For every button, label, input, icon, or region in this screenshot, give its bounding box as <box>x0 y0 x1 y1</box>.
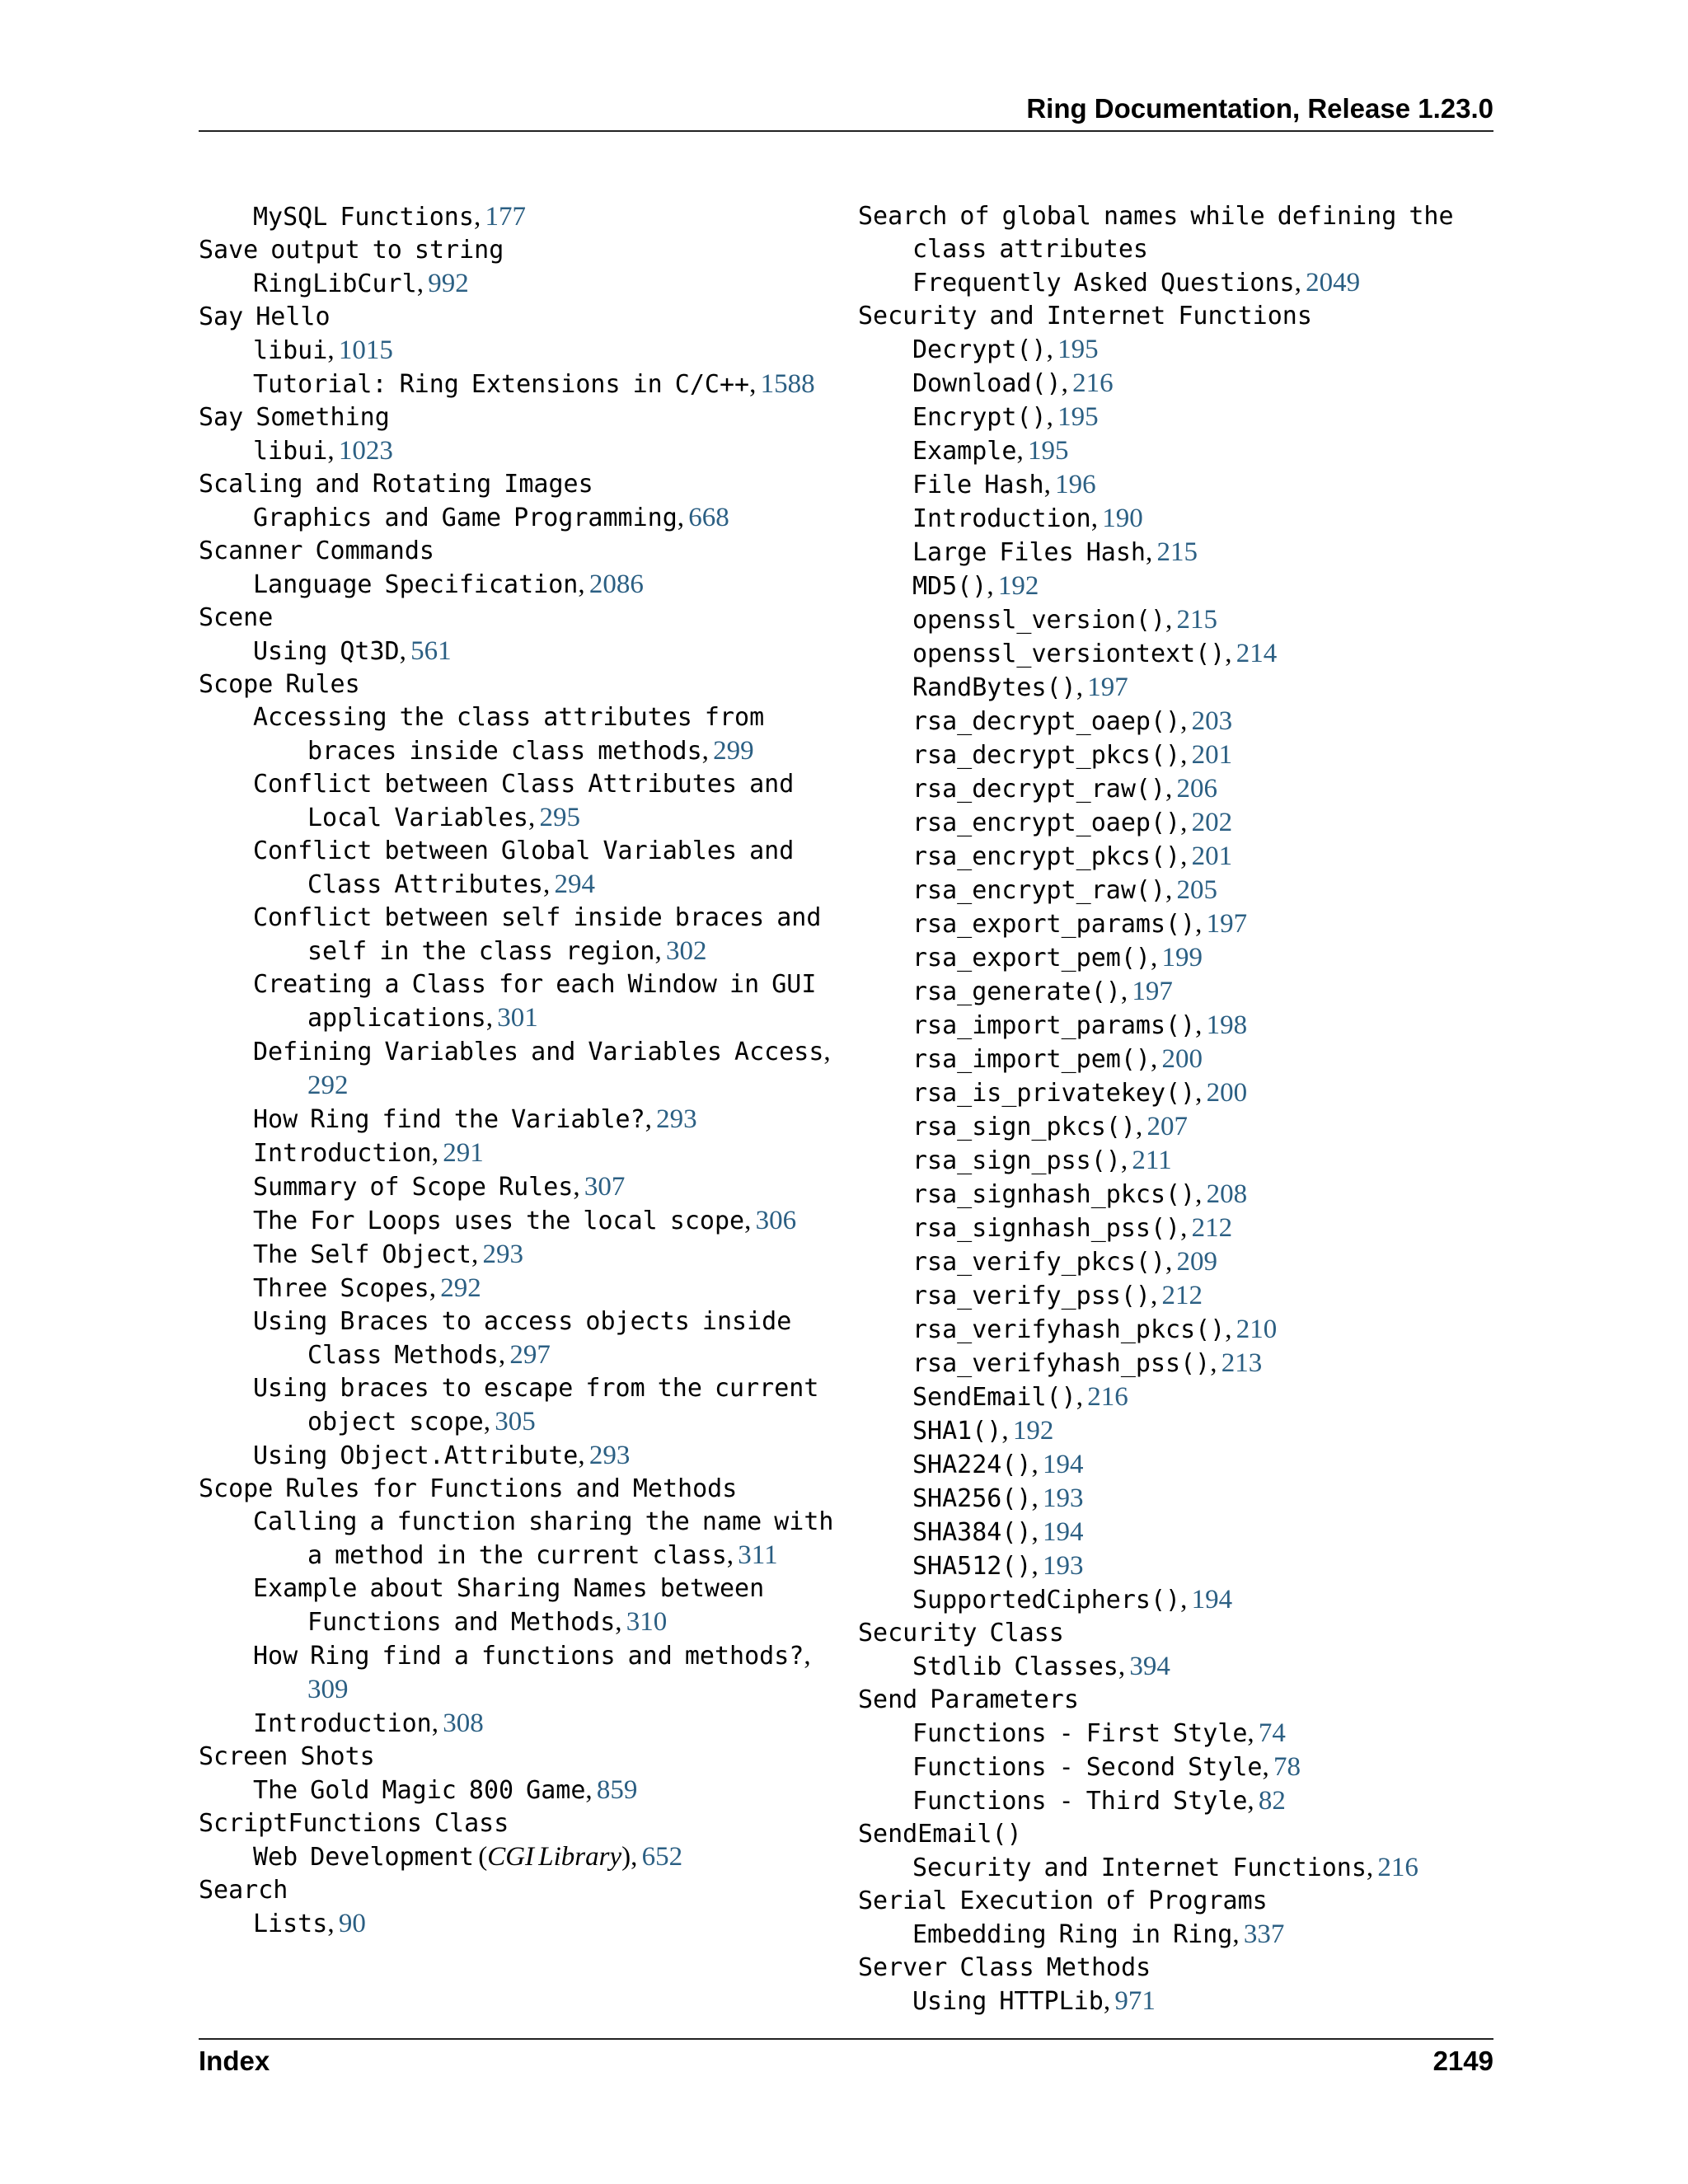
index-page-link[interactable]: 293 <box>588 1441 631 1470</box>
index-term: Send Parameters <box>858 1685 1079 1714</box>
index-page-link[interactable]: 201 <box>1191 841 1233 871</box>
index-subentry: rsa_verify_pkcs(), 209 <box>912 1247 1218 1277</box>
index-term: Using HTTPLib <box>912 1987 1104 2016</box>
index-term: rsa_sign_pss() <box>912 1146 1121 1175</box>
index-term: SHA256() <box>912 1484 1032 1513</box>
index-page-link[interactable]: 2086 <box>588 569 644 599</box>
index-page-link[interactable]: 194 <box>1043 1450 1084 1479</box>
index-page-link[interactable]: 215 <box>1176 605 1218 635</box>
index-term: Example about Sharing Names between Functions and Methods <box>253 1574 765 1637</box>
index-subentry: rsa_signhash_pkcs(), 208 <box>912 1179 1248 1209</box>
index-term: SHA224() <box>912 1451 1032 1479</box>
index-page-link[interactable]: 194 <box>1191 1585 1233 1615</box>
index-page-link[interactable]: 971 <box>1114 1986 1156 2016</box>
index-term: RandBytes() <box>912 673 1076 702</box>
index-term: rsa_import_params() <box>912 1011 1196 1040</box>
index-page-link[interactable]: 216 <box>1377 1853 1418 1882</box>
index-subentry: rsa_encrypt_pkcs(), 201 <box>912 841 1233 871</box>
index-subentry: Calling a function sharing the name with a method in the current class, 311 <box>253 1507 834 1570</box>
index-entry <box>858 200 1501 266</box>
index-page-link[interactable]: 197 <box>1206 909 1248 939</box>
index-entry <box>199 234 842 267</box>
index-page-link[interactable]: 311 <box>738 1540 778 1570</box>
index-page-link[interactable]: 293 <box>482 1240 523 1269</box>
index-subentry: rsa_decrypt_pkcs(), 201 <box>912 740 1233 770</box>
index-subentry: rsa_verifyhash_pkcs(), 210 <box>912 1315 1278 1344</box>
index-entry <box>199 602 842 635</box>
header-rule <box>199 130 1493 132</box>
index-term-qualifier: CGI Library <box>487 1842 622 1872</box>
index-term: Frequently Asked Questions <box>912 269 1295 298</box>
index-page-link[interactable]: 199 <box>1161 943 1203 972</box>
index-page-link[interactable]: 291 <box>443 1138 484 1168</box>
index-subentry: MySQL Functions, 177 <box>253 202 526 232</box>
index-page-link[interactable]: 197 <box>1132 977 1173 1006</box>
index-page-link[interactable]: 212 <box>1191 1213 1233 1243</box>
index-entry <box>858 1818 1501 1851</box>
index-subentry: RingLibCurl, 992 <box>253 269 469 298</box>
index-entry <box>858 1952 1501 1985</box>
index-subentry: Functions - Second Style, 78 <box>912 1752 1301 1782</box>
index-page-link[interactable]: 859 <box>596 1775 638 1805</box>
index-term: Scene <box>199 603 274 632</box>
index-term: Using Braces to access objects inside Class Methods <box>253 1307 792 1370</box>
index-page-link[interactable]: 309 <box>307 1675 349 1704</box>
index-term: Security and Internet Functions <box>912 1854 1367 1882</box>
index-subentry: rsa_decrypt_oaep(), 203 <box>912 706 1233 736</box>
index-term: Download() <box>912 369 1062 398</box>
index-page-link[interactable]: 1023 <box>338 436 393 466</box>
index-page-link[interactable]: 293 <box>656 1104 697 1134</box>
index-page-link[interactable]: 292 <box>440 1273 481 1303</box>
index-term: Example <box>912 437 1017 466</box>
index-term: rsa_encrypt_raw() <box>912 876 1166 905</box>
index-page-link[interactable]: 308 <box>443 1708 484 1738</box>
index-subentry: Using braces to escape from the current object scope, 305 <box>253 1374 819 1436</box>
index-subentry: How Ring find the Variable?, 293 <box>253 1104 697 1134</box>
index-page-link[interactable]: 206 <box>1176 774 1218 804</box>
index-term: Web Development <box>253 1843 474 1872</box>
index-entry <box>858 1885 1501 1918</box>
index-term: Scope Rules <box>199 670 360 699</box>
index-page-link[interactable]: 209 <box>1176 1247 1218 1277</box>
index-term: Using braces to escape from the current object scope <box>253 1374 819 1436</box>
index-subentry: Example about Sharing Names between Functions and Methods, 310 <box>253 1574 765 1637</box>
index-term: Functions - Third Style <box>912 1787 1248 1816</box>
index-page-link[interactable]: 203 <box>1191 706 1233 736</box>
index-term: ScriptFunctions Class <box>199 1809 509 1838</box>
index-page-link[interactable]: 292 <box>307 1071 349 1100</box>
index-term: Conflict between Global Variables and Class Attributes <box>253 837 795 899</box>
index-term: Scanner Commands <box>199 537 434 565</box>
index-subentry: Creating a Class for each Window in GUI applications, 301 <box>253 970 817 1033</box>
index-term: MySQL Functions <box>253 203 474 232</box>
index-subentry: Embedding Ring in Ring, 337 <box>912 1919 1285 1949</box>
index-term: Introduction <box>253 1139 432 1168</box>
index-term: SendEmail() <box>912 1383 1076 1412</box>
index-subentry: Tutorial: Ring Extensions in C/C++, 1588 <box>253 369 815 399</box>
index-page-link[interactable]: 216 <box>1072 368 1114 398</box>
index-page-link[interactable]: 2049 <box>1306 268 1361 298</box>
index-subentry: Graphics and Game Programming, 668 <box>253 503 729 532</box>
index-term: rsa_signhash_pss() <box>912 1214 1181 1243</box>
index-page-link[interactable]: 82 <box>1258 1786 1286 1816</box>
index-term: The Gold Magic 800 Game <box>253 1776 586 1805</box>
index-subentry: rsa_is_privatekey(), 200 <box>912 1078 1248 1108</box>
index-term: Conflict between Class Attributes and Local Variables <box>253 770 795 832</box>
index-page-link[interactable]: 302 <box>665 936 707 966</box>
index-term: RingLibCurl <box>253 269 417 298</box>
index-page-link[interactable]: 193 <box>1043 1551 1084 1581</box>
index-page-link[interactable]: 299 <box>713 736 754 766</box>
index-term: SupportedCiphers() <box>912 1586 1181 1615</box>
index-subentry: rsa_encrypt_raw(), 205 <box>912 875 1218 905</box>
index-page-link[interactable]: 192 <box>997 571 1039 601</box>
index-term: Defining Variables and Variables Access <box>253 1038 824 1066</box>
index-page-link[interactable]: 214 <box>1236 639 1278 668</box>
index-subentry: SHA224(), 194 <box>912 1450 1084 1479</box>
index-subentry: Stdlib Classes, 394 <box>912 1652 1170 1681</box>
index-term: rsa_export_params() <box>912 910 1196 939</box>
index-subentry: How Ring find a functions and methods?, 309 <box>253 1641 811 1704</box>
index-subentry: SupportedCiphers(), 194 <box>912 1585 1233 1615</box>
index-subentry: Frequently Asked Questions, 2049 <box>912 268 1361 298</box>
index-term: rsa_verify_pkcs() <box>912 1248 1166 1277</box>
index-subentry: Conflict between Global Variables and Class Attributes, 294 <box>253 837 795 899</box>
index-subentry: Large Files Hash, 215 <box>912 537 1198 567</box>
index-term: Using Object.Attribute <box>253 1441 579 1470</box>
index-subentry: SHA1(), 192 <box>912 1416 1054 1446</box>
index-page-link[interactable]: 200 <box>1161 1044 1203 1074</box>
index-page-link[interactable]: 201 <box>1191 740 1233 770</box>
index-page-link[interactable]: 652 <box>641 1842 683 1872</box>
index-term: rsa_decrypt_oaep() <box>912 707 1181 736</box>
index-term: rsa_verifyhash_pss() <box>912 1349 1211 1378</box>
index-subentry: Three Scopes, 292 <box>253 1273 481 1303</box>
index-term: How Ring find the Variable? <box>253 1105 645 1134</box>
index-page-link[interactable]: 78 <box>1273 1752 1301 1782</box>
index-term: rsa_sign_pkcs() <box>912 1113 1136 1141</box>
index-page-link[interactable]: 205 <box>1176 875 1218 905</box>
index-term: Serial Execution of Programs <box>858 1886 1268 1915</box>
index-term: Summary of Scope Rules <box>253 1173 574 1202</box>
index-page-link[interactable]: 196 <box>1055 470 1096 499</box>
index-subentry: rsa_import_pem(), 200 <box>912 1044 1203 1074</box>
index-term: rsa_encrypt_oaep() <box>912 808 1181 837</box>
index-entry <box>199 668 842 701</box>
index-subentry: Example, 195 <box>912 436 1069 466</box>
index-page-link[interactable]: 198 <box>1206 1010 1248 1040</box>
index-entry <box>199 1807 842 1840</box>
index-term: Scaling and Rotating Images <box>199 470 593 499</box>
index-term: Calling a function sharing the name with a method in the current class <box>253 1507 834 1570</box>
index-page-link[interactable]: 215 <box>1156 537 1198 567</box>
index-subentry: rsa_generate(), 197 <box>912 977 1173 1006</box>
index-entry <box>858 1684 1501 1717</box>
index-term: Introduction <box>912 504 1091 533</box>
index-term: Search of global names while defining the class attributes <box>858 202 1454 264</box>
index-subentry: Introduction, 291 <box>253 1138 484 1168</box>
index-subentry: rsa_signhash_pss(), 212 <box>912 1213 1233 1243</box>
index-term: Save output to string <box>199 236 504 265</box>
index-subentry: SHA512(), 193 <box>912 1551 1084 1581</box>
footer-section-label: Index <box>199 2046 270 2076</box>
index-subentry: rsa_verify_pss(), 212 <box>912 1281 1203 1310</box>
index-page-link[interactable]: 195 <box>1057 335 1099 364</box>
index-term: rsa_decrypt_pkcs() <box>912 741 1181 770</box>
index-subentry: Security and Internet Functions, 216 <box>912 1853 1418 1882</box>
index-subentry: Functions - Third Style, 82 <box>912 1786 1286 1816</box>
index-subentry: Accessing the class attributes from braces inside class methods, 299 <box>253 703 765 766</box>
footer-rule <box>199 2038 1493 2040</box>
index-subentry: Download(), 216 <box>912 368 1114 398</box>
index-page-link[interactable]: 337 <box>1243 1919 1285 1949</box>
index-term: Decrypt() <box>912 335 1047 364</box>
index-subentry: libui, 1023 <box>253 436 393 466</box>
index-page-link[interactable]: 306 <box>755 1206 797 1235</box>
index-entry <box>199 468 842 501</box>
index-page-link[interactable]: 668 <box>688 503 729 532</box>
index-term: Lists <box>253 1910 328 1938</box>
index-term: openssl_versiontext() <box>912 640 1226 668</box>
index-entry <box>199 301 842 334</box>
index-page-link[interactable]: 194 <box>1043 1517 1084 1547</box>
index-subentry: SendEmail(), 216 <box>912 1382 1128 1412</box>
index-subentry: Introduction, 308 <box>253 1708 484 1738</box>
index-subentry: Introduction, 190 <box>912 504 1143 533</box>
index-page-link[interactable]: 294 <box>554 869 595 899</box>
index-subentry: rsa_sign_pss(), 211 <box>912 1146 1172 1175</box>
index-term: rsa_is_privatekey() <box>912 1079 1196 1108</box>
index-page-link[interactable]: 195 <box>1027 436 1069 466</box>
index-subentry: rsa_encrypt_oaep(), 202 <box>912 808 1233 837</box>
index-term: File Hash <box>912 471 1044 499</box>
index-subentry: Using HTTPLib, 971 <box>912 1986 1156 2016</box>
index-page-link[interactable]: 193 <box>1043 1483 1084 1513</box>
index-subentry: File Hash, 196 <box>912 470 1096 499</box>
index-term: Say Something <box>199 403 390 432</box>
index-subentry: rsa_import_params(), 198 <box>912 1010 1248 1040</box>
index-entry <box>199 1741 842 1774</box>
index-term: Encrypt() <box>912 403 1047 432</box>
index-term: SHA1() <box>912 1417 1002 1446</box>
index-term: rsa_export_pem() <box>912 944 1151 972</box>
index-subentry: Lists, 90 <box>253 1909 366 1938</box>
index-subentry: Using Braces to access objects inside Class Methods, 297 <box>253 1307 792 1370</box>
index-page-link[interactable]: 310 <box>626 1607 668 1637</box>
index-page-link[interactable]: 211 <box>1132 1146 1172 1175</box>
index-subentry: Decrypt(), 195 <box>912 335 1099 364</box>
index-term: libui <box>253 437 328 466</box>
index-subentry: SHA256(), 193 <box>912 1483 1084 1513</box>
index-term: libui <box>253 336 328 365</box>
index-term: Security Class <box>858 1619 1064 1647</box>
index-page-link[interactable]: 394 <box>1129 1652 1170 1681</box>
index-entry <box>858 300 1501 333</box>
index-subentry: Summary of Scope Rules, 307 <box>253 1172 626 1202</box>
index-subentry: openssl_version(), 215 <box>912 605 1218 635</box>
index-subentry: Web Development (CGI Library), 652 <box>253 1842 683 1872</box>
index-term: rsa_decrypt_raw() <box>912 775 1166 804</box>
index-page-link[interactable]: 200 <box>1206 1078 1248 1108</box>
index-page-link[interactable]: 208 <box>1206 1179 1248 1209</box>
footer-page-number: 2149 <box>1432 2046 1493 2076</box>
index-page-link[interactable]: 301 <box>497 1003 538 1033</box>
index-subentry: MD5(), 192 <box>912 571 1039 601</box>
index-term: How Ring find a functions and methods? <box>253 1642 804 1671</box>
index-page-link[interactable]: 212 <box>1161 1281 1203 1310</box>
index-subentry: rsa_export_params(), 197 <box>912 909 1248 939</box>
index-page-link[interactable]: 177 <box>485 202 526 232</box>
index-subentry: openssl_versiontext(), 214 <box>912 639 1278 668</box>
index-term: SendEmail() <box>858 1820 1022 1849</box>
index-term: rsa_signhash_pkcs() <box>912 1180 1196 1209</box>
index-term: Functions - First Style <box>912 1719 1248 1748</box>
index-term: rsa_import_pem() <box>912 1045 1151 1074</box>
index-subentry: The For Loops uses the local scope, 306 <box>253 1206 797 1235</box>
index-page-link[interactable]: 561 <box>410 636 452 666</box>
index-term: Creating a Class for each Window in GUI applications <box>253 970 817 1033</box>
index-term: Scope Rules for Functions and Methods <box>199 1474 738 1503</box>
index-term: The For Loops uses the local scope <box>253 1207 745 1235</box>
index-page-link[interactable]: 192 <box>1012 1416 1054 1446</box>
index-subentry: rsa_export_pem(), 199 <box>912 943 1203 972</box>
page-header-title: Ring Documentation, Release 1.23.0 <box>1026 93 1493 124</box>
index-entry <box>199 535 842 568</box>
index-term: Large Files Hash <box>912 538 1146 567</box>
index-page-link[interactable]: 1015 <box>338 335 393 365</box>
index-page-link[interactable]: 202 <box>1191 808 1233 837</box>
index-page-link[interactable]: 295 <box>539 803 580 832</box>
index-subentry: Using Qt3D, 561 <box>253 636 452 666</box>
index-entry <box>858 1617 1501 1650</box>
index-subentry: RandBytes(), 197 <box>912 673 1128 702</box>
index-subentry: Defining Variables and Variables Access, 292 <box>253 1037 831 1100</box>
index-entry <box>199 401 842 434</box>
index-term: SHA512() <box>912 1552 1032 1581</box>
index-subentry: rsa_decrypt_raw(), 206 <box>912 774 1218 804</box>
index-subentry: libui, 1015 <box>253 335 393 365</box>
index-term: Graphics and Game Programming <box>253 504 678 532</box>
index-subentry: SHA384(), 194 <box>912 1517 1084 1547</box>
index-term: Security and Internet Functions <box>858 302 1312 330</box>
index-page-link[interactable]: 74 <box>1258 1718 1286 1748</box>
index-subentry: Conflict between Class Attributes and Local Variables, 295 <box>253 770 795 832</box>
index-term: Say Hello <box>199 302 331 331</box>
index-page-link[interactable]: 992 <box>428 269 469 298</box>
index-subentry: Language Specification, 2086 <box>253 569 644 599</box>
index-page-link[interactable]: 90 <box>338 1909 366 1938</box>
index-term: The Self Object <box>253 1240 471 1269</box>
index-term: Tutorial: Ring Extensions in C/C++ <box>253 370 750 399</box>
index-column-left <box>199 200 842 1941</box>
index-subentry: The Gold Magic 800 Game, 859 <box>253 1775 638 1805</box>
index-term: Embedding Ring in Ring <box>912 1920 1233 1949</box>
index-subentry: Conflict between self inside braces and self in the class region, 302 <box>253 903 822 966</box>
index-subentry: Using Object.Attribute, 293 <box>253 1441 631 1470</box>
index-page-link[interactable]: 207 <box>1146 1112 1188 1141</box>
index-page-link[interactable]: 195 <box>1057 402 1099 432</box>
index-subentry: Functions - First Style, 74 <box>912 1718 1286 1748</box>
index-term: rsa_encrypt_pkcs() <box>912 842 1181 871</box>
index-page-link[interactable]: 213 <box>1221 1348 1263 1378</box>
index-subentry: rsa_verifyhash_pss(), 213 <box>912 1348 1263 1378</box>
index-subentry: The Self Object, 293 <box>253 1240 523 1269</box>
index-term: Language Specification <box>253 570 579 599</box>
index-term: Functions - Second Style <box>912 1753 1263 1782</box>
index-page-link[interactable]: 307 <box>584 1172 626 1202</box>
index-column-right <box>858 200 1501 2018</box>
index-term: Conflict between self inside braces and self in the class region <box>253 903 822 966</box>
index-term: rsa_generate() <box>912 977 1121 1006</box>
index-term: Search <box>199 1876 288 1905</box>
index-page-link[interactable]: 190 <box>1102 504 1143 533</box>
index-term: rsa_verify_pss() <box>912 1282 1151 1310</box>
index-term: Accessing the class attributes from braces inside class methods <box>253 703 765 766</box>
index-page-link[interactable]: 197 <box>1087 673 1128 702</box>
index-entry <box>199 1473 842 1506</box>
index-page-link[interactable]: 297 <box>509 1340 551 1370</box>
index-term: SHA384() <box>912 1518 1032 1547</box>
index-subentry: rsa_sign_pkcs(), 207 <box>912 1112 1188 1141</box>
index-term: Using Qt3D <box>253 637 400 666</box>
index-entry <box>199 1874 842 1907</box>
index-term: Three Scopes <box>253 1274 429 1303</box>
index-page-link[interactable]: 305 <box>495 1407 536 1436</box>
index-term: openssl_version() <box>912 606 1166 635</box>
index-page-link[interactable]: 1588 <box>760 369 815 399</box>
index-term: Stdlib Classes <box>912 1652 1118 1681</box>
index-term: Screen Shots <box>199 1742 375 1771</box>
index-page-link[interactable]: 216 <box>1087 1382 1128 1412</box>
index-term: Introduction <box>253 1709 432 1738</box>
index-term: Server Class Methods <box>858 1953 1151 1982</box>
index-subentry: Encrypt(), 195 <box>912 402 1099 432</box>
index-page-link[interactable]: 210 <box>1236 1315 1278 1344</box>
index-term: MD5() <box>912 572 987 601</box>
index-term: rsa_verifyhash_pkcs() <box>912 1315 1226 1344</box>
